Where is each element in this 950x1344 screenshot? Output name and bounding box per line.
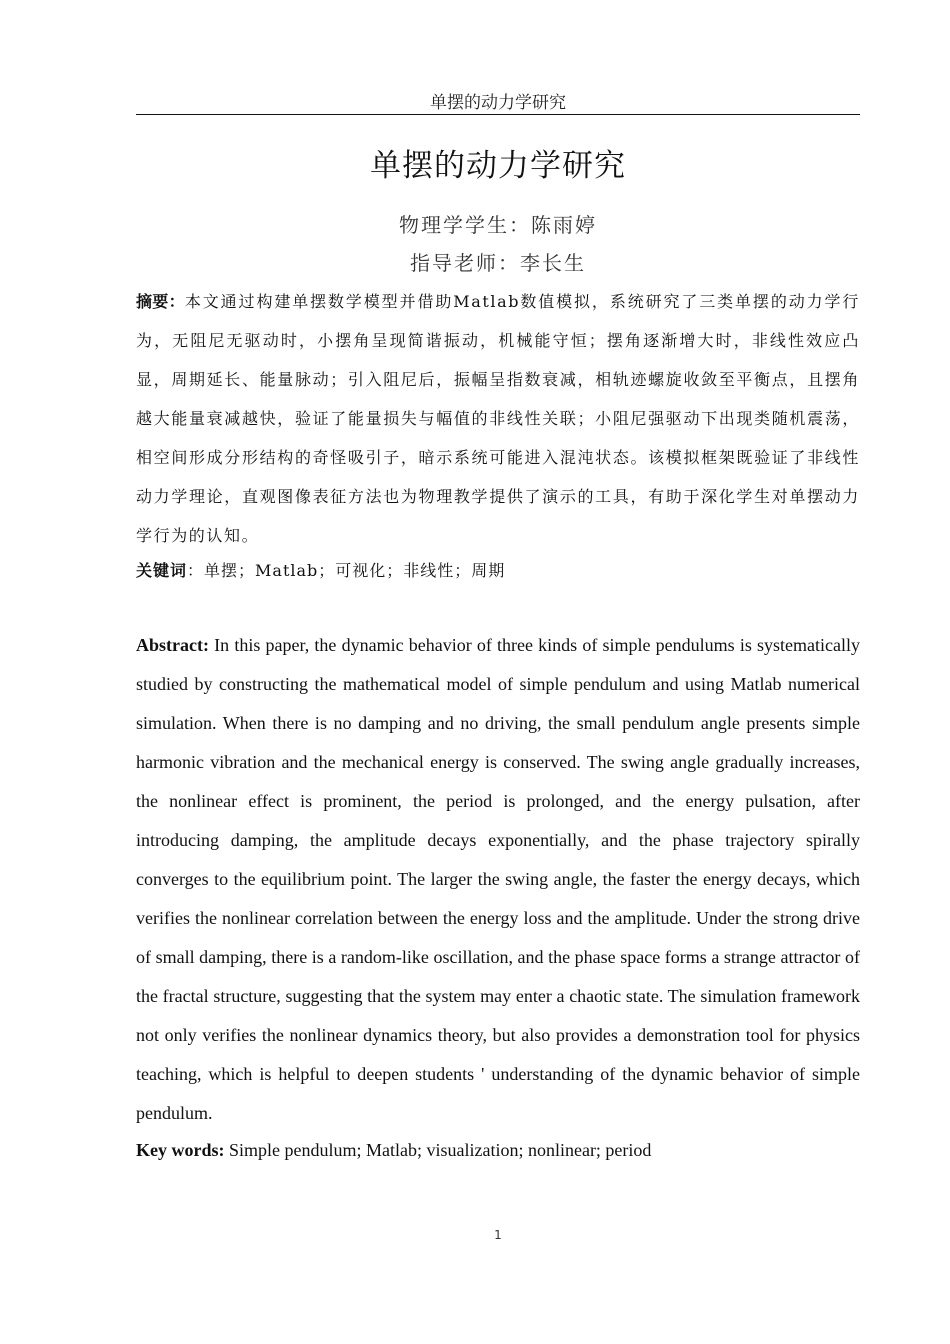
keywords-chinese <box>136 553 860 589</box>
abstract-en-text: In this paper, the dynamic behavior of three kinds of simple pendulums is systematically studied by constructing the mathematical model of simple pendulum and using Matlab numerical simulation. When there is no damping and no driving, the small pendulum angle presents simple harmonic vibration and the mechanical energy is conserved. The swing angle gradually increases, the nonlinear effect is prominent, the period is prolonged, and the energy pulsation, after introducing damping, the amplitude decays exponentially, and the phase trajectory spirally converges to the equilibrium point. The larger the swing angle, the faster the energy decays, which verifies the nonlinear correlation between the energy loss and the amplitude. Under the strong drive of small damping, there is a random-like oscillation, and the phase space forms a strange attractor of the fractal structure, suggesting that the system may enter a chaotic state. The simulation framework not only verifies the nonlinear dynamics theory, but also provides a demonstration tool for physics teaching, which is helpful to deepen students ' understanding of the dynamic behavior of simple pendulum. <box>136 635 860 1123</box>
abstract-english <box>136 626 860 1133</box>
running-header: 单摆的动力学研究 <box>430 93 566 113</box>
page-number: 1 <box>494 1228 502 1242</box>
keywords-cn-separator: ： <box>187 561 205 580</box>
student-author: 物理学学生：陈雨婷 <box>399 213 597 237</box>
header-rule <box>136 114 860 115</box>
keywords-en-text: Simple pendulum; Matlab; visualization; nonlinear; period <box>229 1140 652 1160</box>
paper-title: 单摆的动力学研究 <box>370 148 626 184</box>
abstract-cn-label: 摘要 <box>136 292 169 311</box>
abstract-cn-text: 本文通过构建单摆数学模型并借助Matlab数值模拟，系统研究了三类单摆的动力学行为，无阻尼无驱动时，小摆角呈现简谐振动，机械能守恒；摆角逐渐增大时，非线性效应凸显，周期延长、能量脉动；引入阻尼后，振幅呈指数衰减，相轨迹螺旋收敛至平衡点，且摆角越大能量衰减越快，验证了能量损失与幅值的非线性关联；小阻尼强驱动下出现类随机震荡，相空间形成分形结构的奇怪吸引子，暗示系统可能进入混沌状态。该模拟框架既验证了非线性动力学理论，直观图像表征方法也为物理教学提供了演示的工具，有助于深化学生对单摆动力学行为的认知。 <box>136 292 860 545</box>
keywords-cn-text: 单摆；Matlab；可视化；非线性；周期 <box>204 561 506 580</box>
abstract-cn-separator: ： <box>168 292 185 311</box>
keywords-cn-label: 关键词 <box>136 561 188 580</box>
keywords-en-label: Key words: <box>136 1140 225 1160</box>
advisor-name: 指导老师：李长生 <box>410 251 586 275</box>
abstract-en-label: Abstract: <box>136 635 209 655</box>
abstract-chinese <box>136 282 860 555</box>
keywords-english <box>136 1132 860 1168</box>
